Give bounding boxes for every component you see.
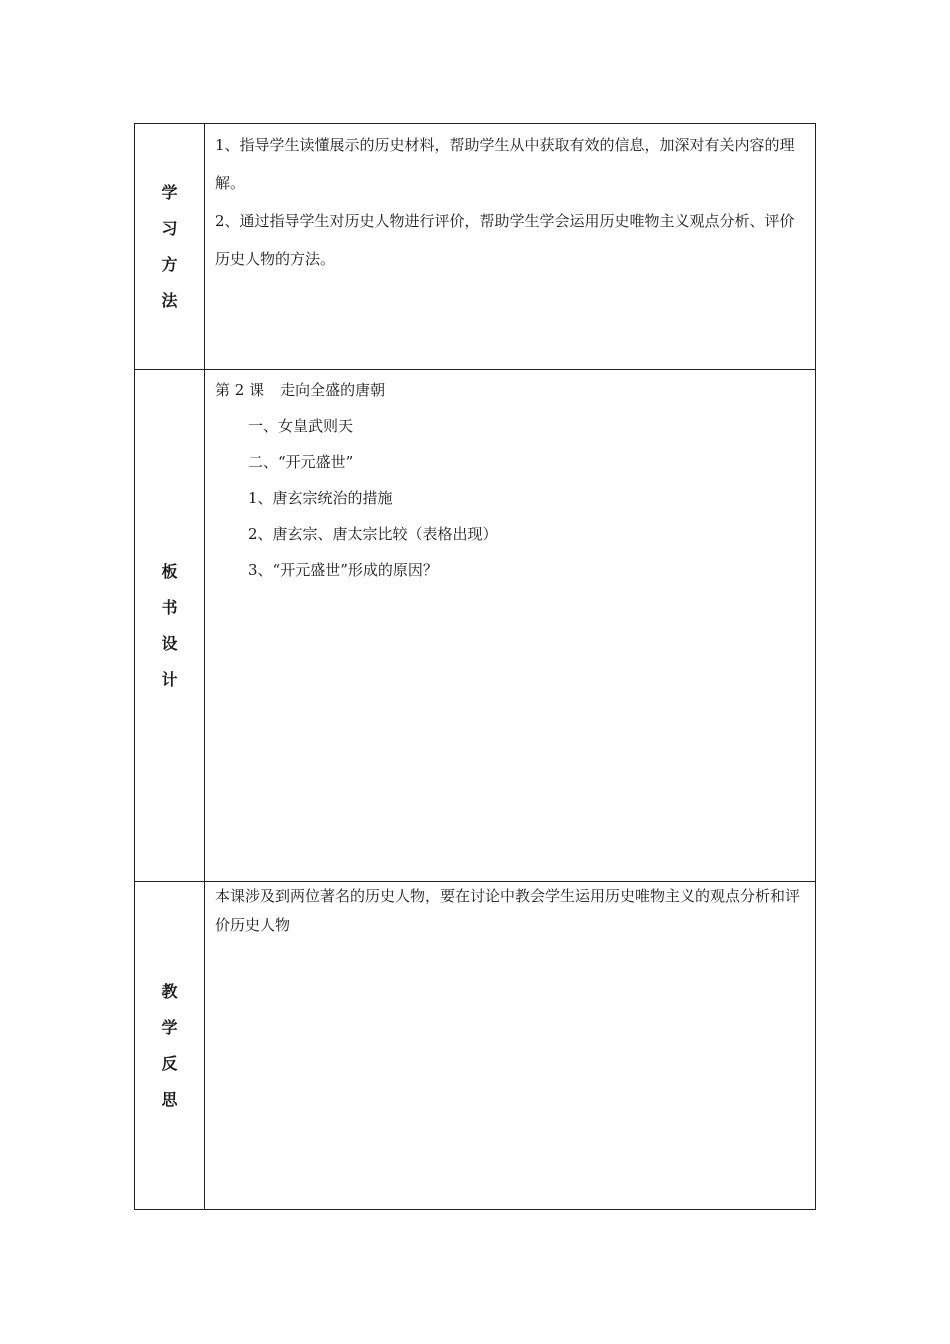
- teaching-reflection-label: [135, 882, 205, 1210]
- teaching-reflection-row: [135, 882, 816, 1210]
- lesson-number: 第 2 课: [215, 381, 265, 399]
- learning-method-content: [205, 124, 816, 370]
- label-char: 书: [161, 597, 178, 617]
- method-paragraph-2: 2、通过指导学生对历史人物进行评价，帮助学生学会运用历史唯物主义观点分析、评价历史人物的方法。: [215, 212, 795, 268]
- label-char: 教: [161, 981, 178, 1001]
- learning-method-label: [135, 124, 205, 370]
- outline-line: 二、“开元盛世”: [248, 453, 354, 471]
- label-char: 设: [161, 633, 178, 653]
- board-design-content: [205, 370, 816, 882]
- reflection-paragraph: 本课涉及到两位著名的历史人物，要在讨论中教会学生运用历史唯物主义的观点分析和评价历史人物: [215, 887, 801, 934]
- label-char: 计: [161, 669, 178, 689]
- label-char: 板: [161, 561, 178, 581]
- board-design-row: [135, 370, 816, 882]
- label-char: 反: [161, 1053, 178, 1073]
- lesson-name: 走向全盛的唐朝: [280, 381, 386, 399]
- learning-method-row: [135, 124, 816, 370]
- outline-line: 1、唐玄宗统治的措施: [248, 489, 393, 507]
- lesson-title: [215, 372, 805, 408]
- outline-line: 2、唐玄宗、唐太宗比较（表格出现）: [248, 525, 498, 543]
- label-char: 学: [161, 1017, 178, 1037]
- label-char: 学: [161, 182, 178, 202]
- board-design-label: [135, 370, 205, 882]
- outline-line: 3、“开元盛世”形成的原因？: [248, 561, 438, 579]
- label-char: 法: [161, 290, 178, 310]
- teaching-reflection-content: [205, 882, 816, 1210]
- outline-line: 一、女皇武则天: [248, 417, 354, 435]
- label-char: 习: [161, 218, 178, 238]
- label-char: 方: [161, 254, 178, 274]
- label-char: 思: [161, 1089, 178, 1109]
- lesson-plan-table: [134, 123, 816, 1210]
- method-paragraph-1: 1、指导学生读懂展示的历史材料，帮助学生从中获取有效的信息，加深对有关内容的理解。: [215, 136, 795, 192]
